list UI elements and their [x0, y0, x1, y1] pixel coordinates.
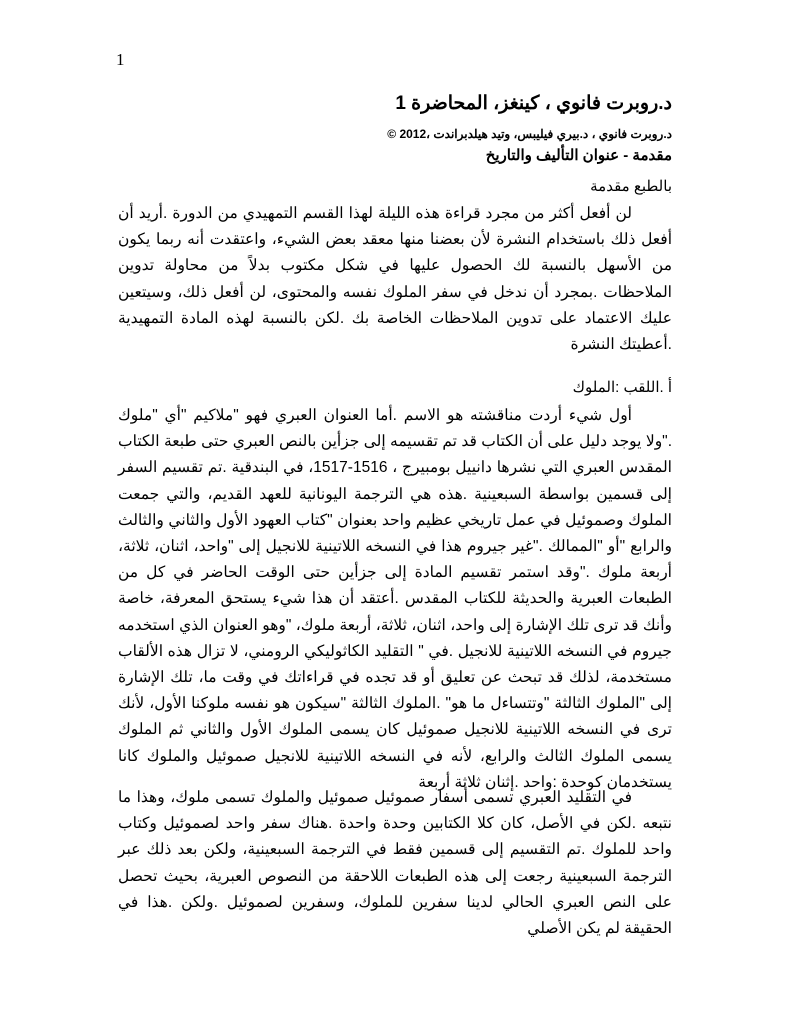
body-paragraph-block-2: [118, 785, 672, 942]
body-paragraph: في التقليد العبري تسمى أسفار صموئيل صموئيل والملوك تسمى ملوك، وهذا ما نتبعه .لكن في الأصل، كان كلا الكتابين وحدة واحدة .هناك سفر واحد لصموئيل وكتاب واحد للملوك .تم التقسيم إلى قسمين فقط في الترجمة السبعينية، ولكن بعد ذلك عبر الترجمة السبعينية رجعت إلى هذه الطبعات اللاحقة من النصوص العبرية، بحيث تحصل على النص العبري الحالي لدينا سفرين للملوك، وسفرين لصموئيل .ولكن .هذا في الحقيقة لم يكن الأصلي: [118, 789, 672, 938]
page-number: 1: [116, 50, 125, 69]
copyright-line: د.روبرت فانوي ، د.بيري فيليبس، وتيد هيلدبراندت ،2012 ©: [387, 127, 672, 141]
intro-paragraph: لن أفعل أكثر من مجرد قراءة هذه الليلة لهذا القسم التمهيدي من الدورة .أريد أن أفعل ذلك باستخدام النشرة لأن بعضنا منها معقد بعض الشيء، واعتقدت أنه ربما يكون من الأسهل بالنسبة لك الحصول عليها في شكل مكتوب بدلاً من محاولة تدوين الملاحظات .بمجرد أن ندخل في سفر الملوك نفسه والمحتوى، لن أفعل ذلك، وسيتعين عليك الاعتماد على تدوين الملاحظات الخاصة بك .لكن بالنسبة لهذه المادة التمهيدية .أعطيتك النشرة: [118, 205, 672, 354]
body-paragraph-block-1: [118, 403, 672, 796]
section-heading: مقدمة - عنوان التأليف والتاريخ: [485, 147, 672, 164]
intro-paragraph-block: [118, 201, 672, 358]
document-title: د.روبرت فانوي ، كينغز، المحاضرة 1: [395, 93, 672, 114]
intro-heading: بالطبع مقدمة: [590, 178, 672, 195]
body-paragraph: أول شيء أردت مناقشته هو الاسم .أما العنوان العبري فهو "ملاكيم "أي "ملوك ."ولا يوجد دليل على أن الكتاب قد تم تقسيمه إلى جزأين بالنص العبري حتى طبعة الكتاب المقدس العبري التي نشرها دانييل بومبيرج ، 1516-1517، في البندقية .تم تقسيم السفر إلى قسمين بواسطة السبعينية .هذه هي الترجمة اليونانية للعهد القديم، والتي جمعت الملوك وصموئيل في عمل تاريخي عظيم واحد بعنوان "كتاب العهود الأول والثاني والثالث والرابع "أو "الممالك ."غير جيروم هذا في النسخه اللاتينية للانجيل إلى "واحد، اثنان، ثلاثة، أربعة ملوك ."وقد استمر تقسيم المادة إلى جزأين حتى الوقت الحاضر في كل من الطبعات العبرية والحديثة للكتاب المقدس .أعتقد أن هذا شيء يستحق المعرفة، خاصة وأنك قد ترى تلك الإشارة إلى واحد، اثنان، ثلاثة، أربعة ملوك، "وهو العنوان الذي استخدمه جيروم في النسخه اللاتينية للانجيل .في " التقليد الكاثوليكي الرومني، لا تزال هذه الألقاب مستخدمة، لذلك قد تبحث عن تعليق أو قد تجده في قراءاتك في وقت ما، تلك الإشارة إلى "الملوك الثالثة "وتتساءل ما هو" .الملوك الثالثة "سيكون هو نفسه ملوكنا الأول، لأنك ترى في النسخه اللاتينية للانجيل صموئيل كان يسمى الملوك الأول والثاني ثم الملوك يسمى الملوك الثالث والرابع، لأنه في النسخه اللاتينية للانجيل صموئيل والملوك كانا يستخدمان كوحدة :واحد .إثنان ثلاثة أربعة: [118, 407, 672, 791]
subheading-title-kings: أ .اللقب :الملوك: [572, 379, 672, 396]
